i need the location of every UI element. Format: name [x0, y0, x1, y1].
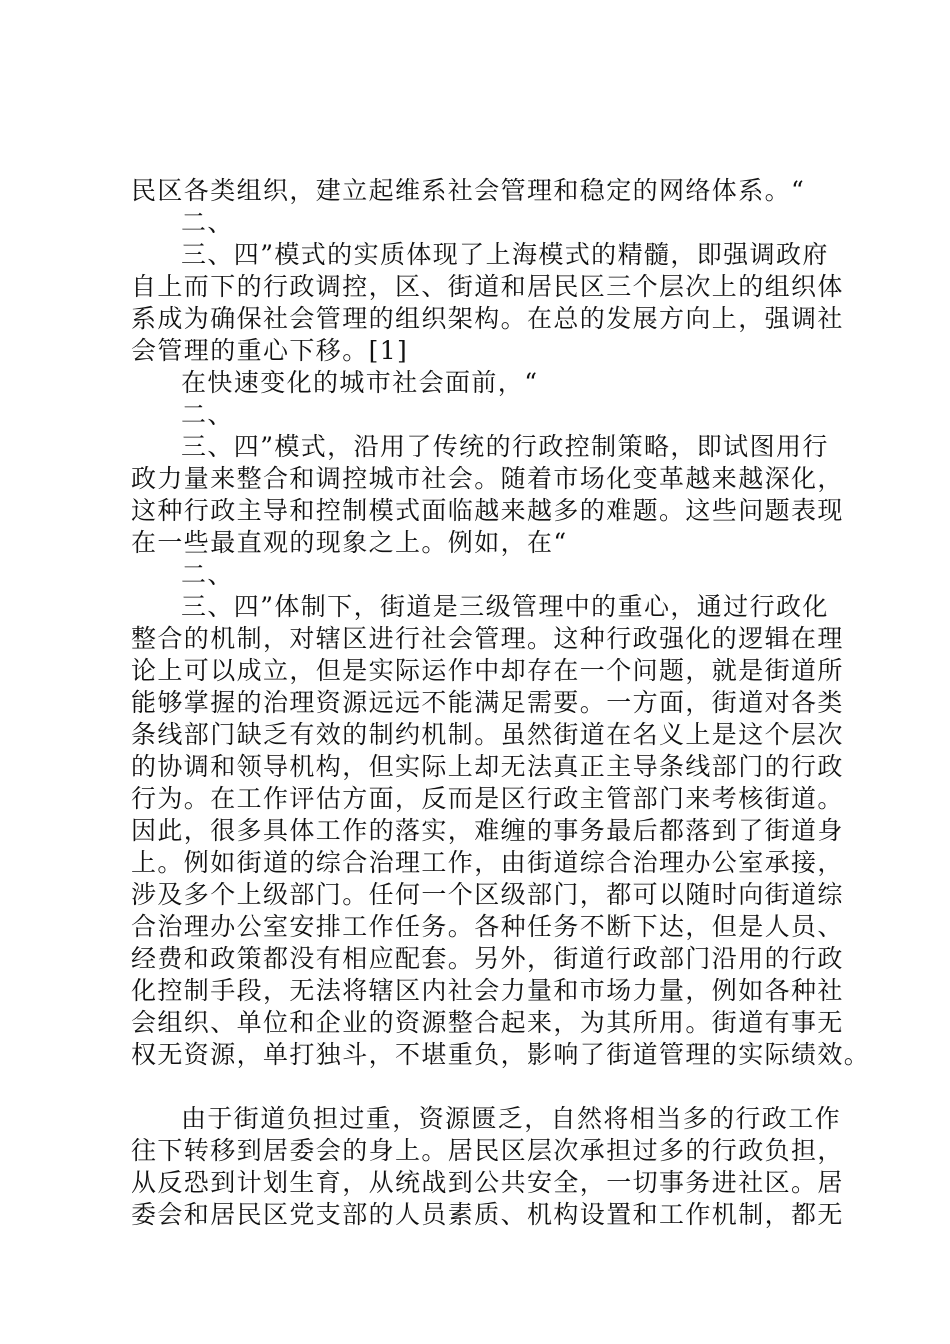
text-line: 民区各类组织，建立起维系社会管理和稳定的网络体系。“: [131, 176, 806, 205]
text-line: 涉及多个上级部门。任何一个区级部门，都可以随时向街道综: [131, 880, 844, 909]
text-line: 因此，很多具体工作的落实，难缠的事务最后都落到了街道身: [131, 816, 844, 845]
text-line: 上。例如街道的综合治理工作，由街道综合治理办公室承接，: [131, 848, 844, 877]
text-line: 二、: [181, 400, 234, 429]
text-line: 这种行政主导和控制模式面临越来越多的难题。这些问题表现: [131, 496, 844, 525]
text-line: 在快速变化的城市社会面前，“: [181, 368, 539, 397]
text-line: 条线部门缺乏有效的制约机制。虽然街道在名义上是这个层次: [131, 720, 844, 749]
text-line: 由于街道负担过重，资源匮乏，自然将相当多的行政工作: [181, 1104, 842, 1133]
text-line: 经费和政策都没有相应配套。另外，街道行政部门沿用的行政: [131, 944, 844, 973]
text-line: 三、四”体制下，街道是三级管理中的重心，通过行政化: [181, 592, 829, 621]
paragraph-gap: [131, 1071, 831, 1103]
text-line: 能够掌握的治理资源远远不能满足需要。一方面，街道对各类: [131, 688, 844, 717]
text-line: 二、: [181, 560, 234, 589]
text-line: 政力量来整合和调控城市社会。随着市场化变革越来越深化，: [131, 464, 844, 493]
text-line: 化控制手段，无法将辖区内社会力量和市场力量，例如各种社: [131, 976, 844, 1005]
text-line: 会管理的重心下移。[1]: [131, 336, 409, 365]
text-line: 自上而下的行政调控，区、街道和居民区三个层次上的组织体: [131, 272, 844, 301]
text-line: 论上可以成立，但是实际运作中却存在一个问题，就是街道所: [131, 656, 844, 685]
text-line: 会组织、单位和企业的资源整合起来，为其所用。街道有事无: [131, 1008, 844, 1037]
text-line: 在一些最直观的现象之上。例如，在“: [131, 528, 568, 557]
text-line: 从反恐到计划生育，从统战到公共安全，一切事务进社区。居: [131, 1168, 844, 1197]
text-line: 二、: [181, 208, 234, 237]
text-line: 三、四”模式的实质体现了上海模式的精髓，即强调政府: [181, 240, 829, 269]
text-line: 权无资源，单打独斗，不堪重负，影响了街道管理的实际绩效。: [131, 1040, 871, 1069]
text-line: 三、四”模式，沿用了传统的行政控制策略，即试图用行: [181, 432, 829, 461]
text-line: 系成为确保社会管理的组织架构。在总的发展方向上，强调社: [131, 304, 844, 333]
text-line: 整合的机制，对辖区进行社会管理。这种行政强化的逻辑在理: [131, 624, 844, 653]
text-line: 委会和居民区党支部的人员素质、机构设置和工作机制，都无: [131, 1200, 844, 1229]
text-line: 往下转移到居委会的身上。居民区层次承担过多的行政负担，: [131, 1136, 844, 1165]
document-body: [131, 175, 871, 1231]
text-line: 合治理办公室安排工作任务。各种任务不断下达，但是人员、: [131, 912, 844, 941]
text-line: 的协调和领导机构，但实际上却无法真正主导条线部门的行政: [131, 752, 844, 781]
text-line: 行为。在工作评估方面，反而是区行政主管部门来考核街道。: [131, 784, 844, 813]
